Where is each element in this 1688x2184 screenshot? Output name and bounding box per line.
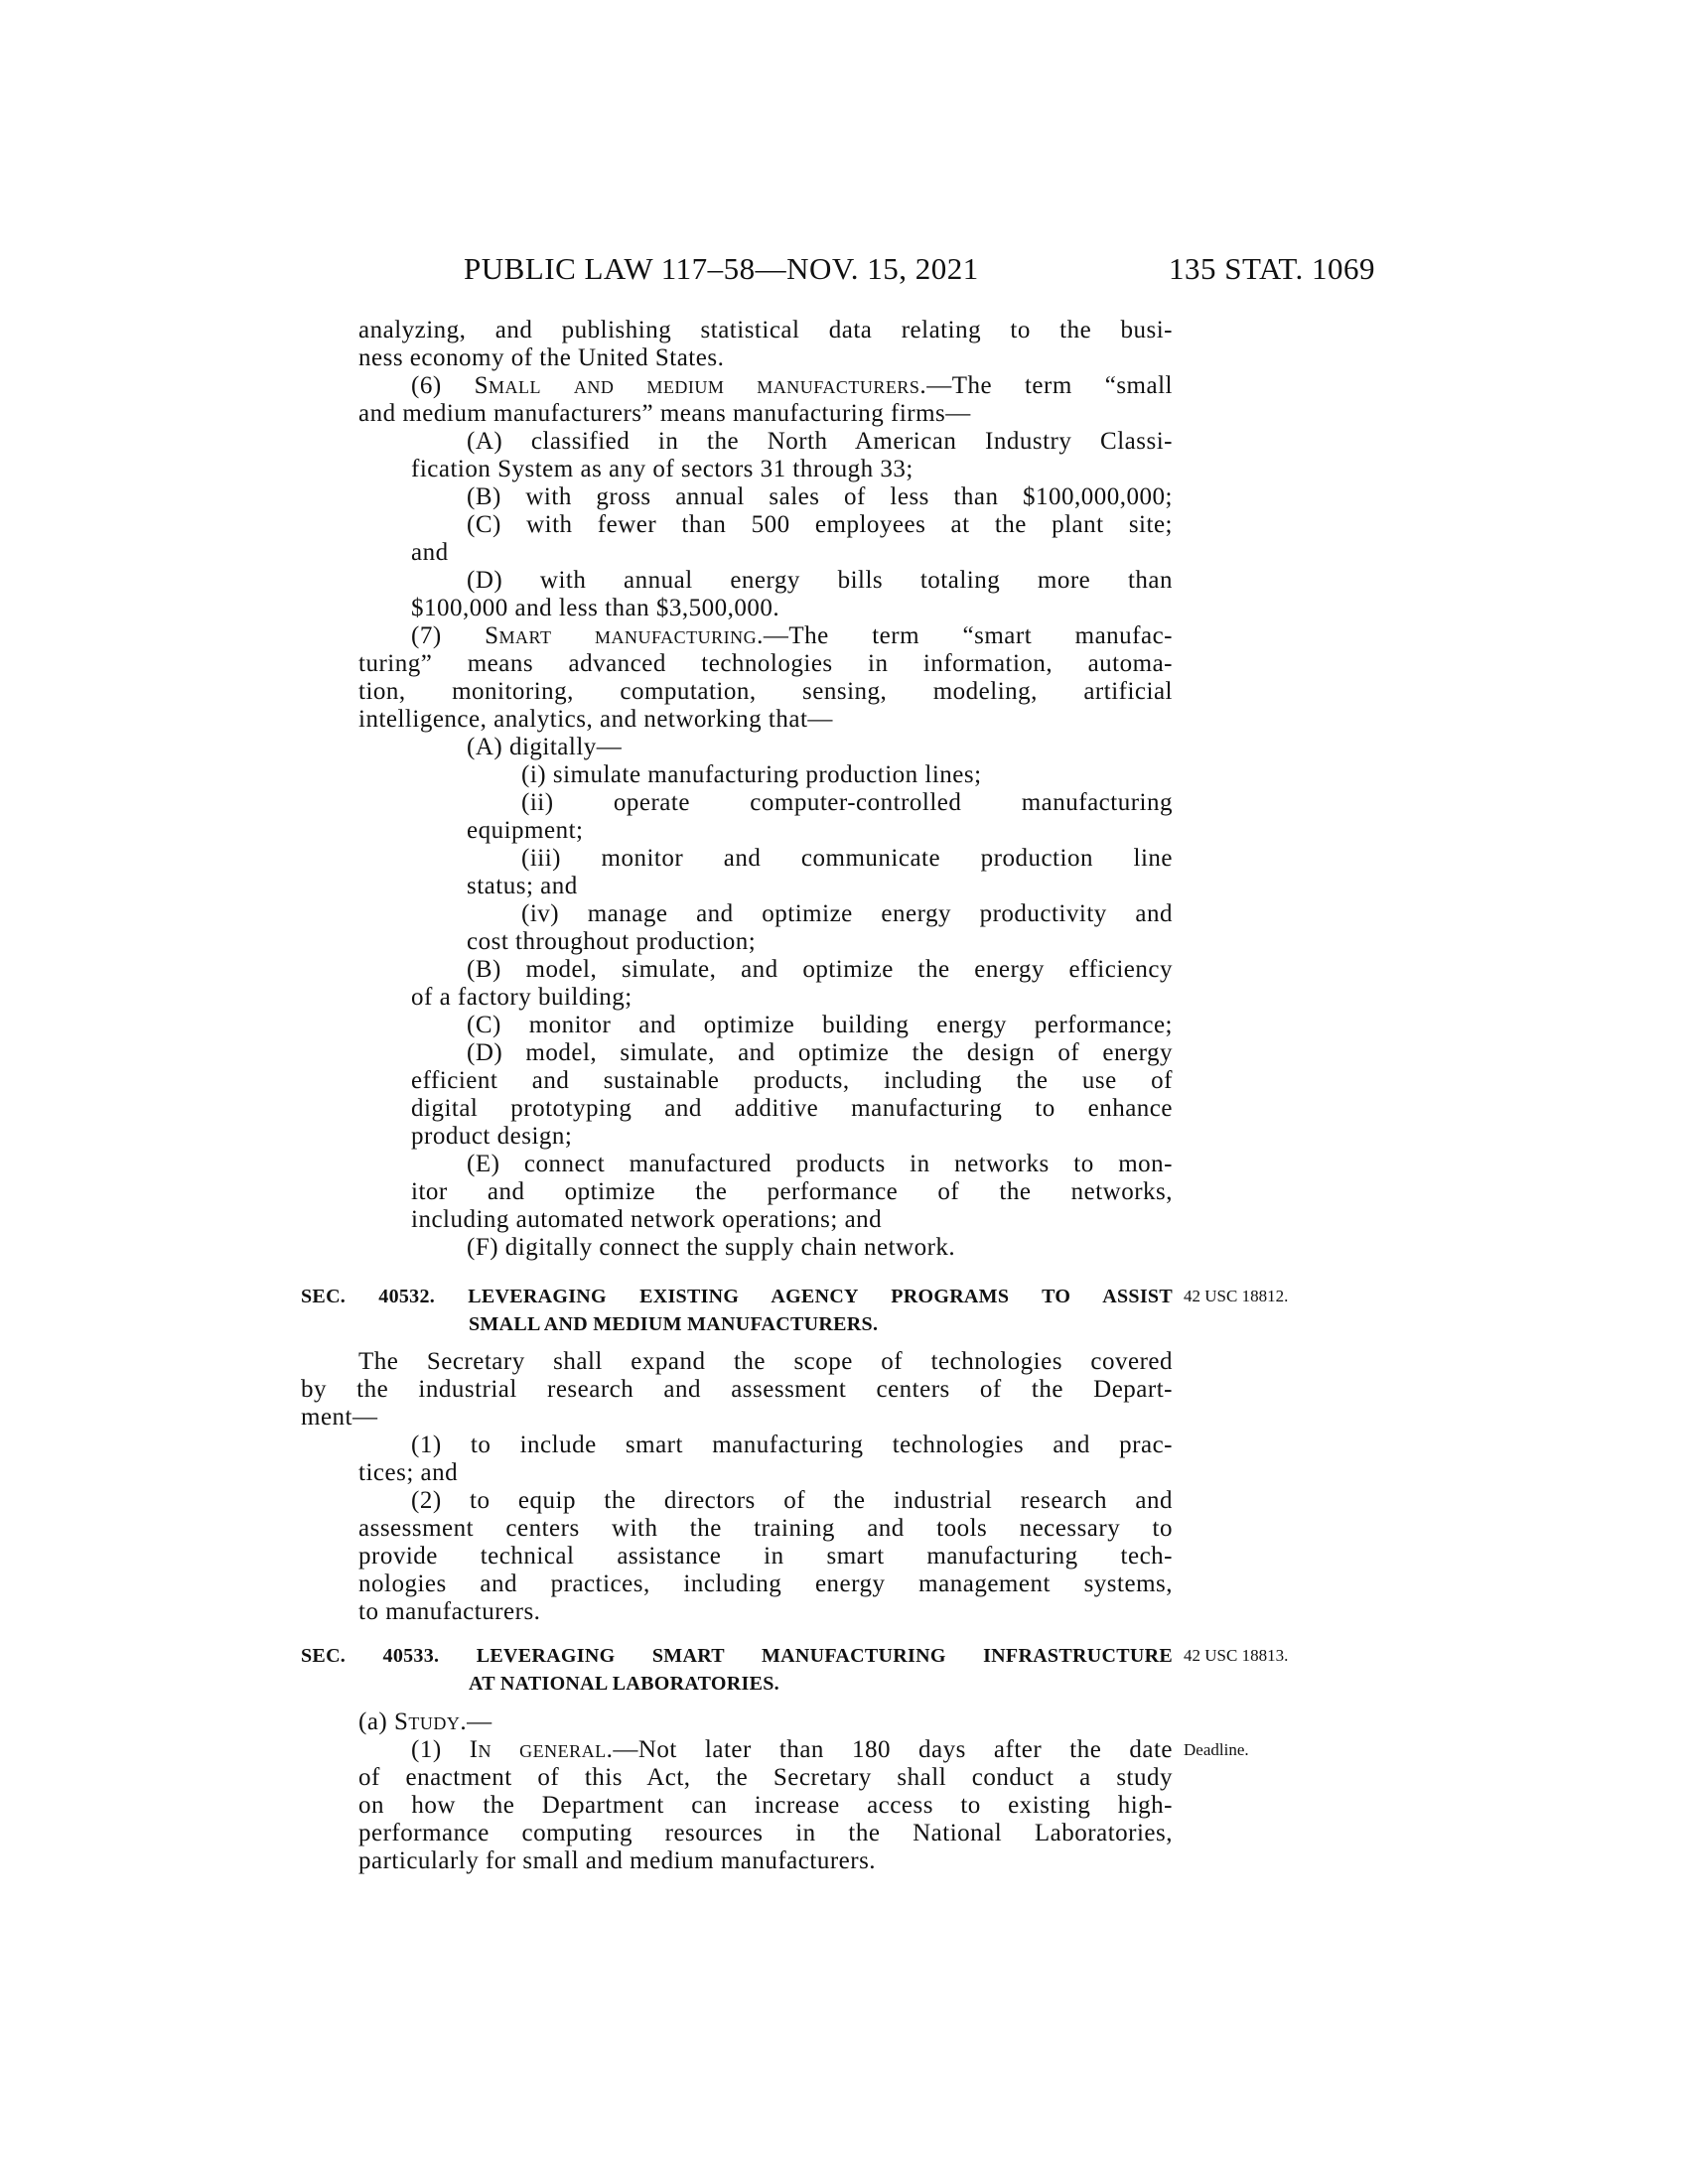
paragraph-number: (6): [411, 372, 475, 399]
section-heading-line: SMALL AND MEDIUM MANUFACTURERS.: [469, 1313, 879, 1335]
usc-margin-note: 42 USC 18812.: [1184, 1287, 1289, 1305]
text-line: itor and optimize the performance of the networks,: [411, 1178, 1173, 1205]
section-40533-body: [301, 1708, 1249, 1875]
text-line: (C) with fewer than 500 employees at the plant site;: [467, 511, 1173, 538]
definition-7-line: [411, 622, 1173, 650]
section-heading-line: [301, 1642, 1289, 1670]
text-line: (B) with gross annual sales of less than $100,000,000;: [467, 483, 1173, 510]
text-line: by the industrial research and assessment centers of the Depart-: [301, 1376, 1173, 1403]
text-line: tion, monitoring, computation, sensing, modeling, artificial: [358, 678, 1173, 705]
page-citation: 135 STAT. 1069: [1169, 251, 1376, 286]
definitions-continued: [301, 317, 1173, 1262]
text-line: performance computing resources in the National Laboratories,: [358, 1820, 1173, 1846]
text-line: turing” means advanced technologies in information, automa-: [358, 650, 1173, 677]
deadline-margin-note: Deadline.: [1184, 1740, 1249, 1759]
definition-heading: Smart manufacturing.: [485, 622, 764, 649]
text-line: and: [411, 539, 449, 566]
text-line: and medium manufacturers” means manufacturing firms—: [358, 400, 971, 427]
paragraph-heading: In general.: [469, 1736, 614, 1763]
text-line: status; and: [467, 873, 578, 899]
dash: —: [467, 1708, 492, 1735]
text-line: (A) classified in the North American Industry Classi-: [467, 428, 1173, 455]
section-40533-heading: [301, 1642, 1289, 1698]
text-line: (2) to equip the directors of the industrial research and: [411, 1487, 1173, 1514]
text-line: (B) model, simulate, and optimize the energy efficiency: [467, 956, 1173, 983]
subsection-heading: Study.: [394, 1708, 468, 1735]
paragraph-1-line: [411, 1736, 1249, 1764]
text-line: product design;: [411, 1123, 573, 1150]
text-line: The Secretary shall expand the scope of technologies covered: [358, 1348, 1173, 1375]
text-line: (1) to include smart manufacturing technologies and prac-: [411, 1432, 1173, 1458]
definition-6-line: [411, 372, 1173, 400]
text-line: cost throughout production;: [467, 928, 757, 955]
text-line: of enactment of this Act, the Secretary shall conduct a study: [358, 1764, 1173, 1791]
text-line: on how the Department can increase access to existing high-: [358, 1792, 1173, 1819]
section-heading-text: SEC. 40532. LEVERAGING EXISTING AGENCY PROGRAMS TO ASSIST: [301, 1286, 1173, 1307]
text-line: (iv) manage and optimize energy productivity and: [521, 900, 1173, 927]
definition-heading: Small and medium manufacturers.: [474, 372, 927, 399]
text-line: (F) digitally connect the supply chain network.: [467, 1234, 956, 1261]
text-line: fication System as any of sectors 31 through 33;: [411, 456, 914, 482]
section-heading-text: SEC. 40533. LEVERAGING SMART MANUFACTURING INFRASTRUCTURE: [301, 1645, 1173, 1667]
text-line: (iii) monitor and communicate production line: [521, 845, 1173, 872]
paragraph-1-text: [411, 1736, 1173, 1764]
running-header-title: PUBLIC LAW 117–58—NOV. 15, 2021: [464, 251, 979, 286]
text-line: provide technical assistance in smart manufacturing tech-: [358, 1543, 1173, 1570]
text-line: analyzing, and publishing statistical data relating to the busi-: [358, 317, 1173, 343]
text-line: particularly for small and medium manufacturers.: [358, 1847, 877, 1874]
paragraph-number: (7): [411, 622, 486, 649]
text-line: (E) connect manufactured products in networks to mon-: [467, 1151, 1173, 1177]
paragraph-text: —Not later than 180 days after the date: [613, 1736, 1174, 1763]
definition-text: —The term “small: [926, 372, 1173, 399]
text-line: equipment;: [467, 817, 584, 844]
text-line: $100,000 and less than $3,500,000.: [411, 595, 780, 621]
text-line: of a factory building;: [411, 984, 633, 1011]
text-line: nologies and practices, including energy management systems,: [358, 1570, 1173, 1597]
text-line: (D) model, simulate, and optimize the design of energy: [467, 1039, 1173, 1066]
definition-text: —The term “smart manufac-: [763, 622, 1174, 649]
text-line: (i) simulate manufacturing production lines;: [521, 761, 982, 788]
subsection-number: (a): [358, 1708, 394, 1735]
text-line: including automated network operations; and: [411, 1206, 883, 1233]
paragraph-number: (1): [411, 1736, 470, 1763]
text-line: ment—: [301, 1404, 378, 1431]
text-line: tices; and: [358, 1459, 459, 1486]
usc-margin-note: 42 USC 18813.: [1184, 1646, 1289, 1665]
section-40532-heading: [301, 1283, 1289, 1338]
text-line: efficient and sustainable products, including the use of: [411, 1067, 1173, 1094]
text-line: intelligence, analytics, and networking that—: [358, 706, 833, 733]
text-line: ness economy of the United States.: [358, 344, 725, 371]
text-line: assessment centers with the training and tools necessary to: [358, 1515, 1173, 1542]
text-line: (A) digitally—: [467, 734, 623, 760]
text-line: (C) monitor and optimize building energy performance;: [467, 1012, 1173, 1038]
text-line: to manufacturers.: [358, 1598, 541, 1625]
text-line: (ii) operate computer-controlled manufacturing: [521, 789, 1173, 816]
section-40532-body: [301, 1348, 1173, 1626]
text-line: (D) with annual energy bills totaling more than: [467, 567, 1173, 594]
subsection-a-heading: [358, 1708, 1173, 1736]
section-heading-line: AT NATIONAL LABORATORIES.: [469, 1673, 779, 1695]
section-heading-line: [301, 1283, 1289, 1310]
text-line: digital prototyping and additive manufacturing to enhance: [411, 1095, 1173, 1122]
